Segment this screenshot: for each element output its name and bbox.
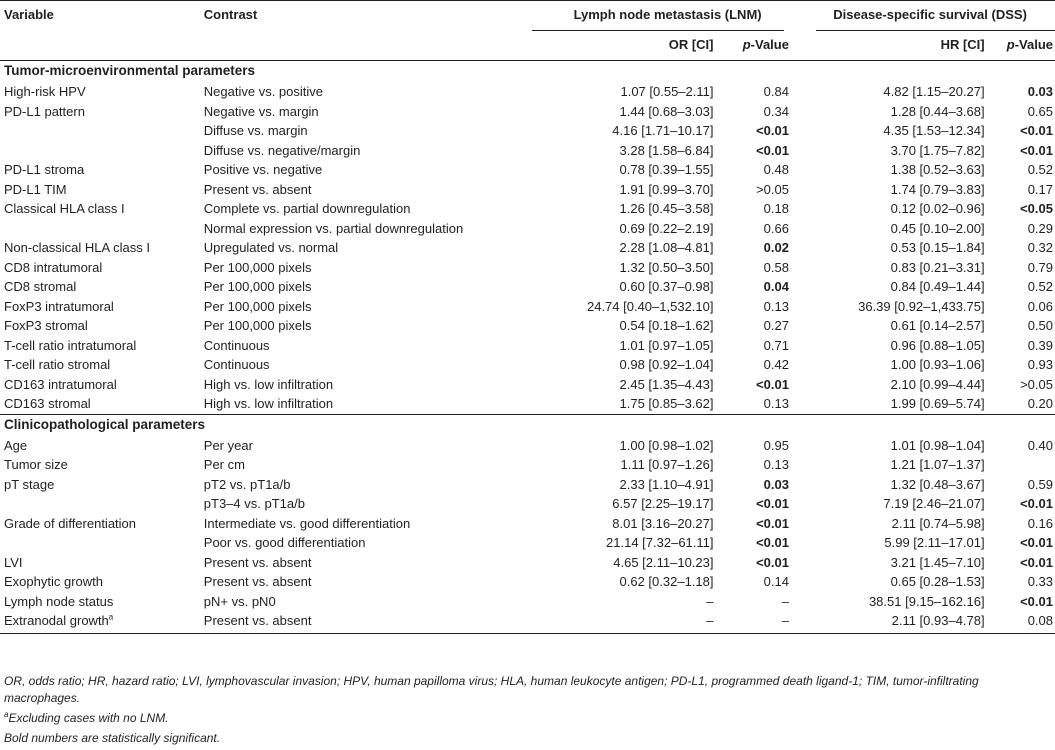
table-row [0, 514, 1055, 534]
dss-group-rule [816, 30, 1055, 31]
cell-variable: FoxP3 stromal [4, 318, 88, 333]
header-contrast: Contrast [203, 7, 258, 22]
cell-or-ci: 0.78 [0.39–1.55] [619, 162, 714, 177]
cell-variable: Lymph node status [4, 593, 114, 609]
table-row [0, 277, 1055, 297]
footnote-bold: Bold numbers are statistically significant. [4, 731, 221, 745]
cell-or-ci: 0.54 [0.18–1.62] [619, 318, 714, 333]
header-bottom-rule [0, 60, 1055, 61]
cell-or-ci: 3.28 [1.58–6.84] [619, 142, 714, 158]
cell-p-value-dss: 0.59 [1027, 476, 1053, 492]
cell-variable: Tumor size [4, 457, 68, 472]
cell-variable: Exophytic growth [4, 574, 103, 589]
cell-contrast: Continuous [203, 337, 270, 353]
cell-contrast: Positive vs. negative [203, 162, 323, 177]
cell-p-value-lnm: 0.58 [763, 259, 789, 275]
cell-contrast: Upregulated vs. normal [203, 240, 339, 255]
cell-p-value-dss: <0.05 [1020, 201, 1053, 216]
cell-or-ci: 2.45 [1.35–4.43] [619, 376, 714, 392]
header-row-columns [0, 30, 1055, 60]
table-row [0, 297, 1055, 317]
cell-p-value-dss: 0.17 [1027, 181, 1053, 197]
cell-hr-ci: 1.38 [0.52–3.63] [890, 162, 985, 177]
cell-p-value-dss: 0.20 [1027, 396, 1053, 411]
cell-p-value-lnm: <0.01 [756, 496, 789, 511]
cell-variable: Extranodal growth$^a$ [4, 612, 114, 628]
cell-variable: PD-L1 TIM [4, 181, 67, 197]
cell-variable: High-risk HPV [4, 84, 86, 99]
cell-or-ci: 1.32 [0.50–3.50] [619, 259, 714, 275]
cell-p-value-dss: <0.01 [1020, 496, 1053, 511]
cell-p-value-lnm: 0.13 [763, 457, 789, 472]
table-row [0, 238, 1055, 258]
cell-contrast: Per cm [203, 457, 245, 472]
table-row [0, 102, 1055, 122]
cell-p-value-lnm: – [781, 613, 789, 628]
cell-variable: CD8 stromal [4, 279, 77, 294]
cell-contrast: Diffuse vs. negative/margin [203, 142, 361, 158]
cell-variable [0, 141, 200, 161]
cell-p-value-lnm: <0.01 [756, 123, 789, 138]
cell-p-value-dss: >0.05 [1020, 376, 1053, 392]
cell-p-value-lnm: 0.34 [763, 103, 789, 119]
cell-contrast: Negative vs. positive [203, 84, 324, 99]
cell-contrast: Per 100,000 pixels [203, 298, 312, 314]
section-divider-rule [0, 414, 1055, 415]
section-title: Clinicopathological parameters [4, 416, 206, 432]
cell-contrast: Complete vs. partial downregulation [203, 201, 411, 216]
cell-contrast: Per 100,000 pixels [203, 318, 312, 333]
cell-hr-ci: 2.11 [0.93–4.78] [891, 613, 985, 628]
table-row [0, 475, 1055, 495]
cell-or-ci: 0.62 [0.32–1.18] [619, 574, 714, 589]
cell-hr-ci: 4.35 [1.53–12.34] [883, 123, 985, 138]
cell-variable: FoxP3 intratumoral [4, 298, 114, 314]
cell-variable: CD8 intratumoral [4, 259, 103, 275]
cell-variable: CD163 stromal [4, 396, 91, 411]
cell-or-ci: 4.65 [2.11–10.23] [613, 554, 714, 570]
header-variable: Variable [4, 7, 54, 22]
table-row [0, 436, 1055, 456]
cell-hr-ci: 36.39 [0.92–1,433.75] [858, 298, 985, 314]
cell-or-ci: 1.26 [0.45–3.58] [619, 201, 714, 216]
cell-hr-ci: 38.51 [9.15–162.16] [868, 593, 985, 609]
cell-contrast: Present vs. absent [203, 554, 312, 570]
cell-p-value-dss [985, 455, 1055, 475]
cell-p-value-lnm: >0.05 [756, 181, 789, 197]
cell-or-ci: 24.74 [0.40–1,532.10] [586, 298, 714, 314]
cell-p-value-dss: 0.79 [1027, 259, 1053, 275]
table-bottom-rule [0, 633, 1055, 634]
cell-hr-ci: 1.21 [1.07–1.37] [890, 457, 985, 472]
cell-hr-ci: 0.53 [0.15–1.84] [890, 240, 985, 255]
cell-hr-ci: 0.65 [0.28–1.53] [890, 574, 985, 589]
cell-p-value-dss: <0.01 [1020, 554, 1053, 570]
table-row [0, 553, 1055, 573]
footnote-a: $^a$Excluding cases with no LNM. [4, 710, 169, 725]
cell-hr-ci: 2.10 [0.99–4.44] [890, 376, 985, 392]
cell-or-ci: 1.00 [0.98–1.02] [619, 437, 714, 453]
cell-contrast: Per 100,000 pixels [203, 259, 312, 275]
cell-p-value-dss: 0.50 [1027, 318, 1053, 333]
table-row [0, 572, 1055, 592]
table-row [0, 533, 1055, 553]
cell-variable: T-cell ratio intratumoral [4, 337, 137, 353]
cell-p-value-dss: <0.01 [1020, 123, 1053, 138]
cell-hr-ci: 0.83 [0.21–3.31] [890, 259, 985, 275]
cell-p-value-dss: <0.01 [1020, 593, 1053, 609]
table-row [0, 121, 1055, 141]
cell-p-value-dss: 0.93 [1027, 357, 1053, 372]
cell-variable: PD-L1 pattern [4, 103, 85, 119]
cell-hr-ci: 4.82 [1.15–20.27] [883, 84, 985, 99]
cell-contrast: Present vs. absent [203, 613, 312, 628]
cell-contrast: Present vs. absent [203, 181, 312, 197]
cell-or-ci: 2.33 [1.10–4.91] [619, 476, 714, 492]
cell-contrast: pT3–4 vs. pT1a/b [203, 496, 305, 511]
cell-p-value-lnm: <0.01 [756, 554, 789, 570]
table-row [0, 180, 1055, 200]
header-lnm-group: Lymph node metastasis (LNM) [573, 7, 762, 22]
cell-or-ci: 1.07 [0.55–2.11] [620, 84, 714, 99]
cell-p-value-dss: <0.01 [1020, 535, 1053, 550]
cell-p-value-lnm: <0.01 [756, 535, 789, 550]
cell-p-value-dss: 0.08 [1027, 613, 1053, 628]
cell-hr-ci: 1.74 [0.79–3.83] [890, 181, 985, 197]
cell-p-value-lnm: 0.13 [763, 298, 789, 314]
cell-hr-ci: 0.12 [0.02–0.96] [890, 201, 985, 216]
table-row [0, 141, 1055, 161]
cell-hr-ci: 1.32 [0.48–3.67] [890, 476, 985, 492]
table-row [0, 199, 1055, 219]
cell-or-ci: 1.11 [0.97–1.26] [620, 457, 714, 472]
cell-variable [0, 219, 200, 239]
cell-variable: Non-classical HLA class I [4, 240, 150, 255]
cell-p-value-lnm: 0.13 [763, 396, 789, 411]
cell-variable [0, 494, 200, 514]
cell-p-value-lnm: <0.01 [756, 515, 789, 531]
cell-p-value-dss: 0.32 [1027, 240, 1053, 255]
cell-hr-ci: 0.96 [0.88–1.05] [890, 337, 985, 353]
cell-or-ci: – [706, 613, 714, 628]
cell-contrast: Per year [203, 437, 253, 453]
lnm-group-rule [532, 30, 784, 31]
cell-or-ci: 6.57 [2.25–19.17] [612, 496, 714, 511]
cell-or-ci: 2.28 [1.08–4.81] [619, 240, 714, 255]
cell-p-value-lnm: 0.48 [763, 162, 789, 177]
table-row [0, 375, 1055, 395]
cell-contrast: High vs. low infiltration [203, 396, 334, 411]
cell-contrast: pN+ vs. pN0 [203, 593, 276, 609]
cell-hr-ci: 7.19 [2.46–21.07] [883, 496, 985, 511]
cell-contrast: Negative vs. margin [203, 103, 319, 119]
cell-p-value-lnm: 0.18 [763, 201, 789, 216]
cell-p-value-lnm: 0.27 [763, 318, 789, 333]
cell-or-ci: – [706, 593, 714, 609]
cell-variable: Grade of differentiation [4, 515, 137, 531]
cell-p-value-lnm: <0.01 [756, 142, 789, 158]
cell-hr-ci: 5.99 [2.11–17.01] [884, 535, 985, 550]
cell-p-value-lnm: 0.84 [763, 84, 789, 99]
cell-p-value-dss: 0.33 [1027, 574, 1053, 589]
header-dss-group: Disease-specific survival (DSS) [833, 7, 1027, 22]
table-row [0, 82, 1055, 102]
cell-p-value-dss: 0.16 [1027, 515, 1053, 531]
cell-p-value-dss: <0.01 [1020, 142, 1053, 158]
cell-contrast: Diffuse vs. margin [203, 123, 308, 138]
table-row [0, 592, 1055, 612]
cell-p-value-dss: 0.06 [1027, 298, 1053, 314]
cell-p-value-dss: 0.52 [1027, 162, 1053, 177]
cell-p-value-dss: 0.29 [1027, 220, 1053, 236]
cell-or-ci: 0.60 [0.37–0.98] [619, 279, 714, 294]
cell-p-value-lnm: 0.42 [763, 357, 789, 372]
cell-hr-ci: 1.01 [0.98–1.04] [890, 437, 985, 453]
footnote-abbreviations: OR, odds ratio; HR, hazard ratio; LVI, lymphovascular invasion; HPV, human papilloma virus; HLA, human leukocyte antigen; PD-L1, programmed death ligand-1; TIM, tumor-infiltrating macrophages. [4, 674, 979, 705]
cell-contrast: Continuous [203, 357, 270, 372]
cell-contrast: High vs. low infiltration [203, 376, 334, 392]
cell-p-value-lnm: 0.95 [763, 437, 789, 453]
cell-variable: Classical HLA class I [4, 201, 125, 216]
cell-or-ci: 1.01 [0.97–1.05] [619, 337, 714, 353]
cell-p-value-lnm: 0.02 [763, 240, 789, 255]
header-or-ci: OR [CI] [668, 37, 714, 52]
cell-hr-ci: 1.00 [0.93–1.06] [890, 357, 985, 372]
table-row [0, 611, 1055, 631]
cell-hr-ci: 0.84 [0.49–1.44] [890, 279, 985, 294]
header-row-groups [0, 0, 1055, 30]
cell-or-ci: 21.14 [7.32–61.11] [606, 535, 714, 550]
cell-hr-ci: 1.28 [0.44–3.68] [890, 103, 985, 119]
cell-hr-ci: 3.70 [1.75–7.82] [890, 142, 985, 158]
cell-p-value-lnm: 0.71 [763, 337, 789, 353]
cell-p-value-lnm: 0.04 [763, 279, 789, 294]
cell-p-value-lnm: 0.66 [763, 220, 789, 236]
cell-contrast: Per 100,000 pixels [203, 279, 312, 294]
cell-contrast: Present vs. absent [203, 574, 312, 589]
cell-contrast: pT2 vs. pT1a/b [203, 476, 291, 492]
table-row [0, 219, 1055, 239]
cell-p-value-lnm: – [781, 593, 789, 609]
cell-variable: T-cell ratio stromal [4, 357, 111, 372]
cell-or-ci: 1.44 [0.68–3.03] [619, 103, 714, 119]
cell-variable [0, 533, 200, 553]
header-p-value-lnm: p-Value [742, 37, 789, 52]
cell-contrast: Intermediate vs. good differentiation [203, 515, 411, 531]
section-row [0, 60, 1055, 82]
cell-variable: pT stage [4, 476, 55, 492]
section-row [0, 414, 1055, 436]
section-title: Tumor-microenvironmental parameters [4, 63, 256, 78]
table-row [0, 394, 1055, 414]
table-row [0, 316, 1055, 336]
cell-variable: Age [4, 437, 28, 453]
table-row [0, 494, 1055, 514]
cell-p-value-dss: 0.40 [1027, 437, 1053, 453]
table-row [0, 355, 1055, 375]
cell-variable: CD163 intratumoral [4, 376, 117, 392]
cell-p-value-dss: 0.52 [1027, 279, 1053, 294]
table-row [0, 336, 1055, 356]
cell-or-ci: 8.01 [3.16–20.27] [612, 515, 714, 531]
header-hr-ci: HR [CI] [940, 37, 985, 52]
cell-p-value-dss: 0.65 [1027, 103, 1053, 119]
cell-variable [0, 121, 200, 141]
cell-p-value-dss: 0.03 [1027, 84, 1053, 99]
cell-hr-ci: 3.21 [1.45–7.10] [890, 554, 985, 570]
cell-variable: PD-L1 stroma [4, 162, 85, 177]
cell-p-value-lnm: <0.01 [756, 376, 789, 392]
cell-hr-ci: 2.11 [0.74–5.98] [891, 515, 985, 531]
table-row [0, 160, 1055, 180]
cell-hr-ci: 1.99 [0.69–5.74] [890, 396, 985, 411]
cell-hr-ci: 0.45 [0.10–2.00] [890, 220, 985, 236]
cell-contrast: Poor vs. good differentiation [203, 535, 366, 550]
cell-or-ci: 1.91 [0.99–3.70] [619, 181, 714, 197]
cell-p-value-dss: 0.39 [1027, 337, 1053, 353]
cell-or-ci: 0.98 [0.92–1.04] [619, 357, 714, 372]
table-row [0, 455, 1055, 475]
cell-p-value-lnm: 0.14 [763, 574, 789, 589]
header-p-value-dss: p-Value [1006, 37, 1053, 52]
table-row [0, 258, 1055, 278]
cell-contrast: Normal expression vs. partial downregulation [203, 220, 464, 236]
cell-or-ci: 0.69 [0.22–2.19] [619, 220, 714, 236]
cell-or-ci: 1.75 [0.85–3.62] [619, 396, 714, 411]
cell-or-ci: 4.16 [1.71–10.17] [612, 123, 714, 138]
cell-variable: LVI [4, 554, 23, 570]
cell-p-value-lnm: 0.03 [763, 476, 789, 492]
table-footnotes [4, 673, 1049, 750]
cell-hr-ci: 0.61 [0.14–2.57] [890, 318, 985, 333]
